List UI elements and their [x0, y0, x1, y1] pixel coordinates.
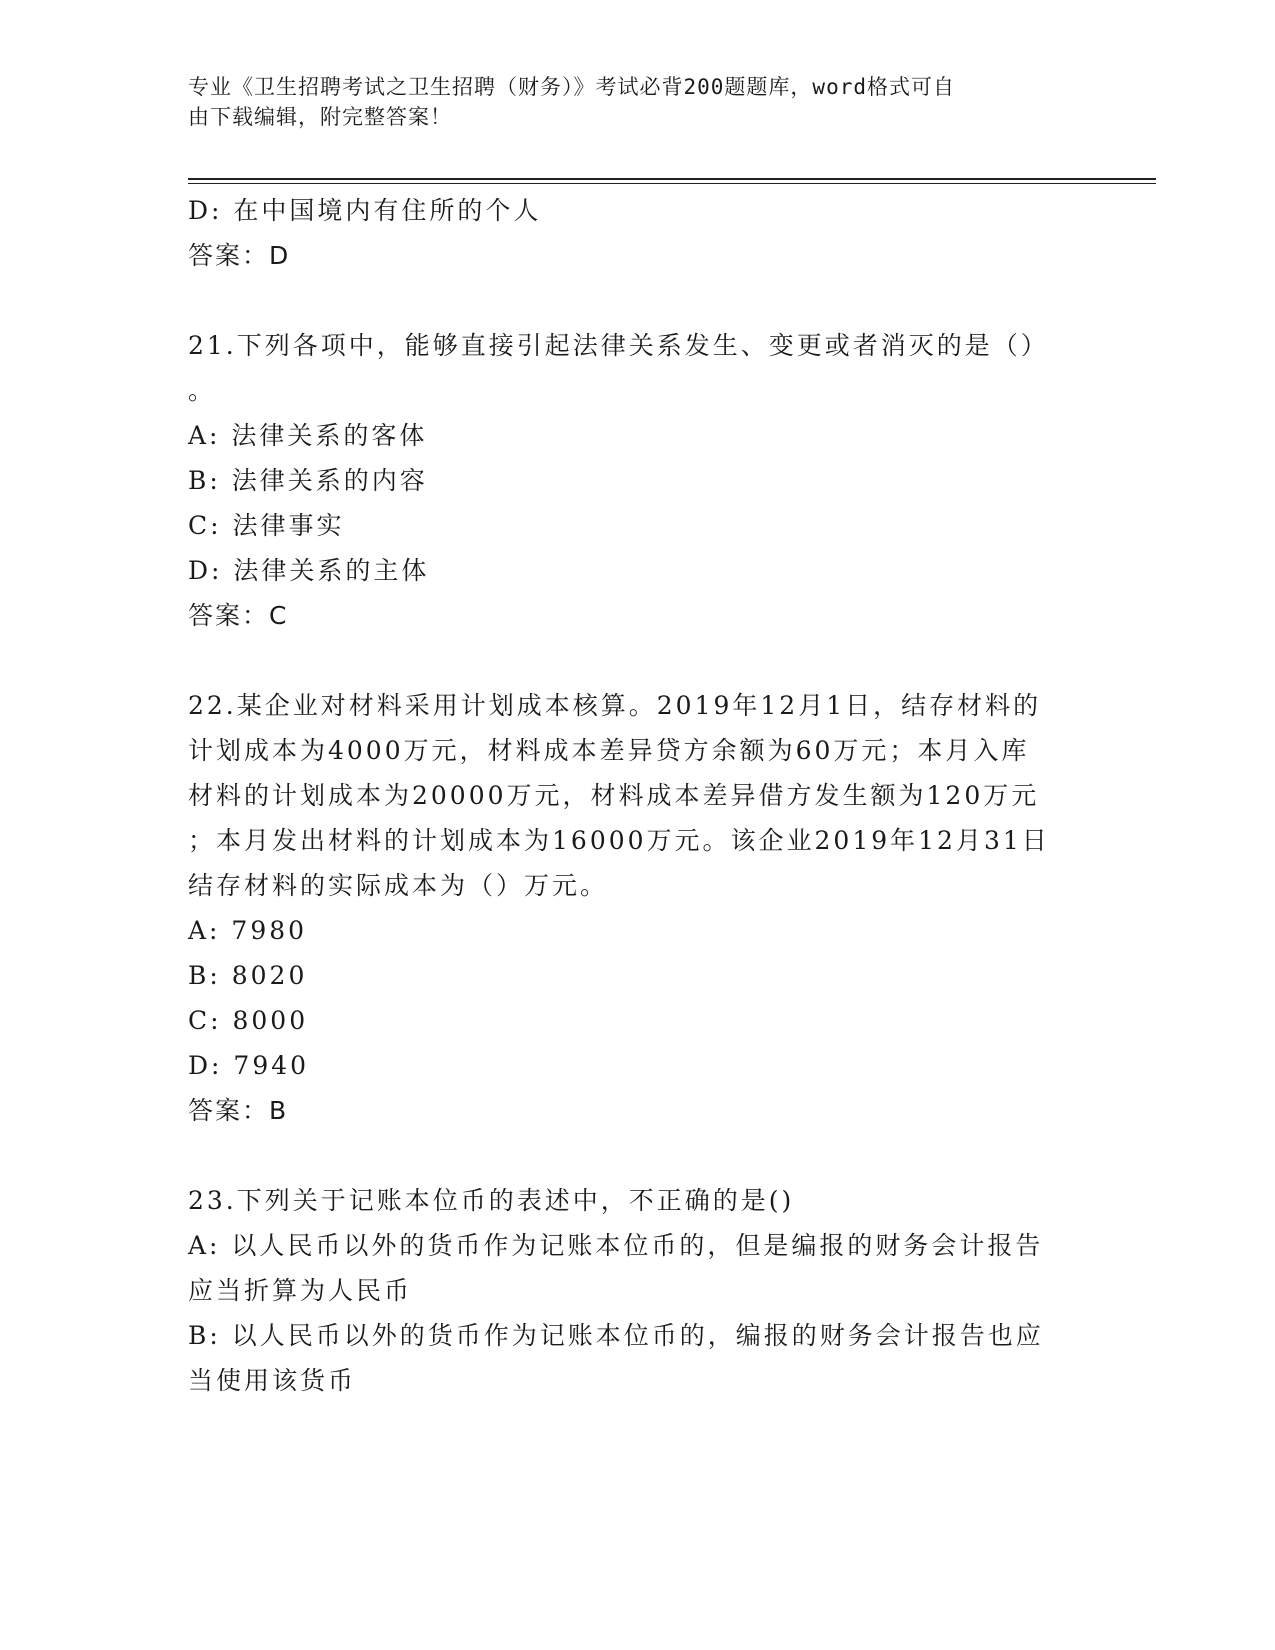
option-a: A: 法律关系的客体 [188, 421, 428, 450]
header-line-2: 由下载编辑，附完整答案！ [188, 105, 452, 129]
question-stem-line: 23.下列关于记账本位币的表述中，不正确的是() [188, 1186, 795, 1215]
spacer [188, 1133, 1088, 1178]
question-stem-line: 22.某企业对材料采用计划成本核算。2019年12月1日，结存材料的 [188, 691, 1042, 720]
document-body [188, 188, 1088, 1403]
question-stem-line: ；本月发出材料的计划成本为16000万元。该企业2019年12月31日 [188, 826, 1050, 855]
question-stem-line: 。 [188, 376, 217, 405]
document-header [188, 72, 1068, 132]
option-c: C: 法律事实 [188, 511, 345, 540]
option-b: B: 法律关系的内容 [188, 466, 428, 495]
option-c: C: 8000 [188, 1006, 309, 1035]
option-d: D: 在中国境内有住所的个人 [188, 196, 542, 225]
question-stem-line: 结存材料的实际成本为（）万元。 [188, 871, 609, 900]
header-divider-thin [188, 183, 1156, 184]
answer-line: 答案：C [188, 601, 289, 630]
option-b: B: 8020 [188, 961, 308, 990]
question-22 [188, 683, 1088, 1133]
option-a: A: 7980 [188, 916, 308, 945]
answer-line: 答案：B [188, 1096, 289, 1125]
option-a: A: 以人民币以外的货币作为记账本位币的，但是编报的财务会计报告 [188, 1231, 1044, 1260]
option-b: B: 以人民币以外的货币作为记账本位币的，编报的财务会计报告也应 [188, 1321, 1044, 1350]
spacer [188, 278, 1088, 323]
option-a-continued: 应当折算为人民币 [188, 1276, 413, 1305]
spacer [188, 638, 1088, 683]
question-23 [188, 1178, 1088, 1403]
question-stem-line: 21.下列各项中，能够直接引起法律关系发生、变更或者消灭的是（） [188, 331, 1049, 360]
option-d: D: 法律关系的主体 [188, 556, 430, 585]
header-divider-thick [188, 178, 1156, 180]
option-d: D: 7940 [188, 1051, 310, 1080]
header-line-1: 专业《卫生招聘考试之卫生招聘（财务）》考试必背200题题库，word格式可自 [188, 75, 955, 99]
question-21 [188, 323, 1088, 638]
option-b-continued: 当使用该货币 [188, 1366, 357, 1395]
question-stem-line: 材料的计划成本为20000万元，材料成本差异借方发生额为120万元 [188, 781, 1040, 810]
answer-line: 答案：D [188, 241, 291, 270]
question-stem-line: 计划成本为4000万元，材料成本差异贷方余额为60万元；本月入库 [188, 736, 1030, 765]
